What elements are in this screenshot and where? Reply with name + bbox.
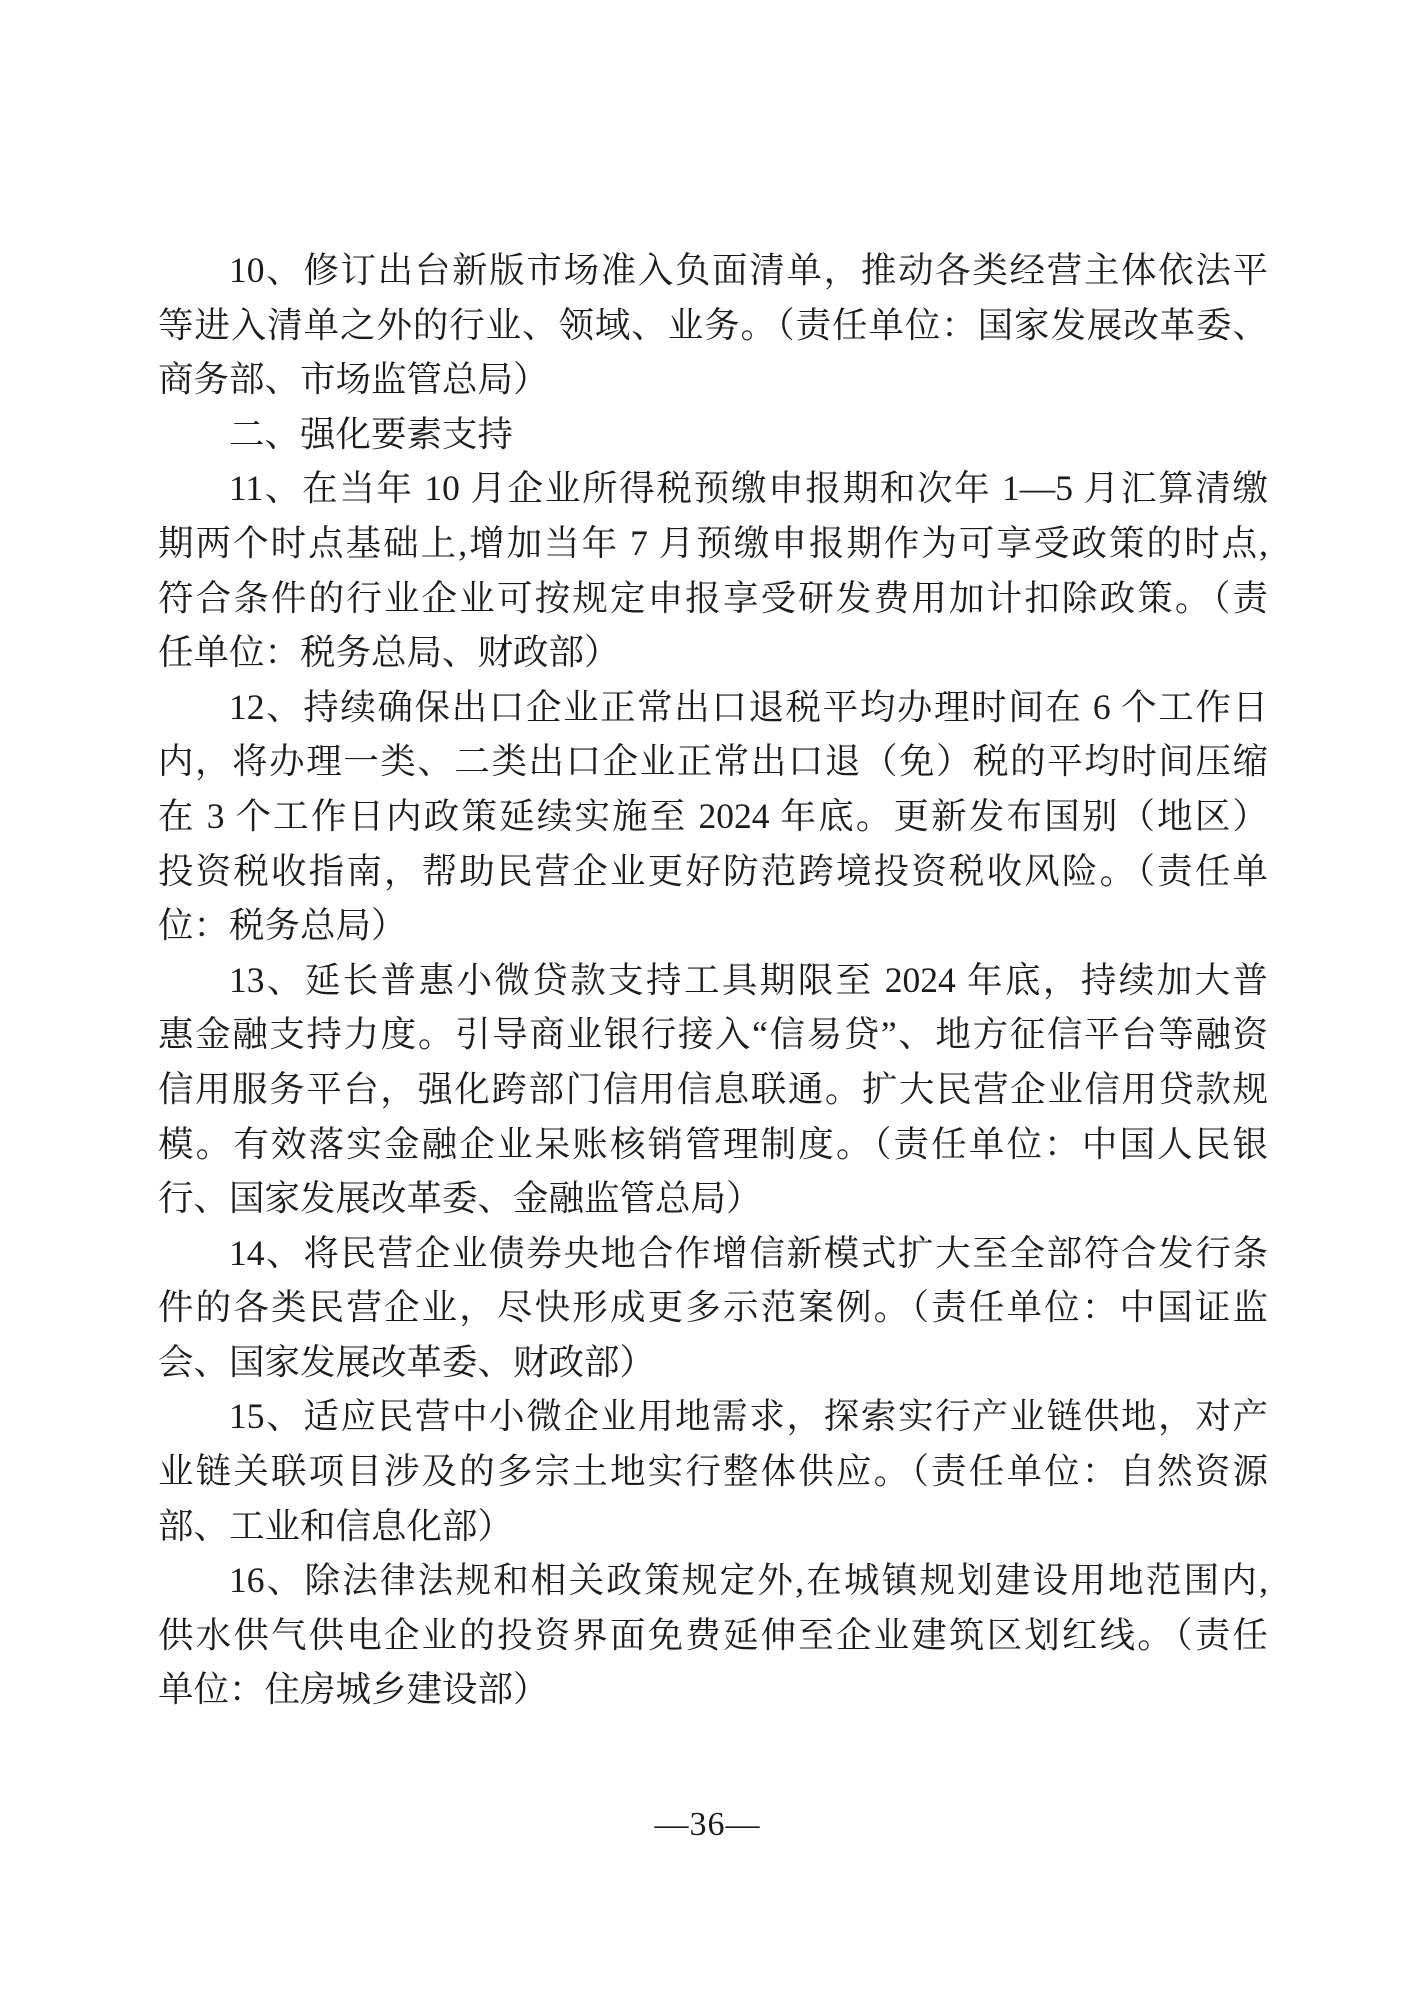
item-10 xyxy=(158,243,1268,407)
item-14 xyxy=(158,1226,1268,1390)
section-2-heading xyxy=(158,407,1268,462)
text-line: 供水供气供电企业的投资界面免费延伸至企业建筑区划红线。（责任 xyxy=(158,1614,1268,1655)
text-line: 12、持续确保出口企业正常出口退税平均办理时间在 6 个工作日 xyxy=(229,686,1268,727)
text-line: 符合条件的行业企业可按规定申报享受研发费用加计扣除政策。（责 xyxy=(158,577,1268,618)
item-16 xyxy=(158,1553,1268,1717)
text-line: 行、国家发展改革委、金融监管总局） xyxy=(158,1178,762,1219)
item-15 xyxy=(158,1389,1268,1553)
text-line: 会、国家发展改革委、财政部） xyxy=(158,1341,656,1382)
text-line: 15、适应民营中小微企业用地需求，探索实行产业链供地，对产 xyxy=(229,1396,1268,1437)
text-line: 13、延长普惠小微贷款支持工具期限至 2024 年底，持续加大普 xyxy=(229,959,1268,1000)
text-line: 14、将民营企业债券央地合作增信新模式扩大至全部符合发行条 xyxy=(229,1232,1268,1273)
item-11 xyxy=(158,461,1268,679)
text-line: 11、在当年 10 月企业所得税预缴申报期和次年 1—5 月汇算清缴 xyxy=(229,468,1268,509)
text-line: 内，将办理一类、二类出口企业正常出口退（免）税的平均时间压缩 xyxy=(158,741,1268,782)
text-line: 期两个时点基础上,增加当年 7 月预缴申报期作为可享受政策的时点, xyxy=(158,522,1268,563)
text-line: 等进入清单之外的行业、领域、业务。（责任单位：国家发展改革委、 xyxy=(158,304,1268,345)
page-number: —36— xyxy=(654,1806,761,1843)
text-line: 投资税收指南，帮助民营企业更好防范跨境投资税收风险。（责任单 xyxy=(158,850,1268,891)
section-heading-line: 二、强化要素支持 xyxy=(229,413,514,454)
text-line: 件的各类民营企业，尽快形成更多示范案例。（责任单位：中国证监 xyxy=(158,1287,1268,1328)
text-line: 商务部、市场监管总局） xyxy=(158,359,549,400)
item-13 xyxy=(158,953,1268,1226)
text-line: 任单位：税务总局、财政部） xyxy=(158,632,620,673)
text-line: 位：税务总局） xyxy=(158,905,407,946)
text-line: 单位：住房城乡建设部） xyxy=(158,1669,549,1710)
item-12 xyxy=(158,680,1268,953)
document-body xyxy=(158,243,1268,1717)
text-line: 在 3 个工作日内政策延续实施至 2024 年底。更新发布国别（地区） xyxy=(158,795,1268,836)
text-line: 16、除法律法规和相关政策规定外,在城镇规划建设用地范围内, xyxy=(229,1560,1268,1601)
text-line: 业链关联项目涉及的多宗土地实行整体供应。（责任单位：自然资源 xyxy=(158,1451,1268,1492)
text-line: 部、工业和信息化部） xyxy=(158,1505,514,1546)
text-line: 信用服务平台，强化跨部门信用信息联通。扩大民营企业信用贷款规 xyxy=(158,1068,1268,1109)
text-line: 10、修订出台新版市场准入负面清单，推动各类经营主体依法平 xyxy=(229,250,1268,290)
text-line: 模。有效落实金融企业呆账核销管理制度。（责任单位：中国人民银 xyxy=(158,1123,1268,1164)
text-line: 惠金融支持力度。引导商业银行接入“信易贷”、地方征信平台等融资 xyxy=(158,1014,1268,1055)
